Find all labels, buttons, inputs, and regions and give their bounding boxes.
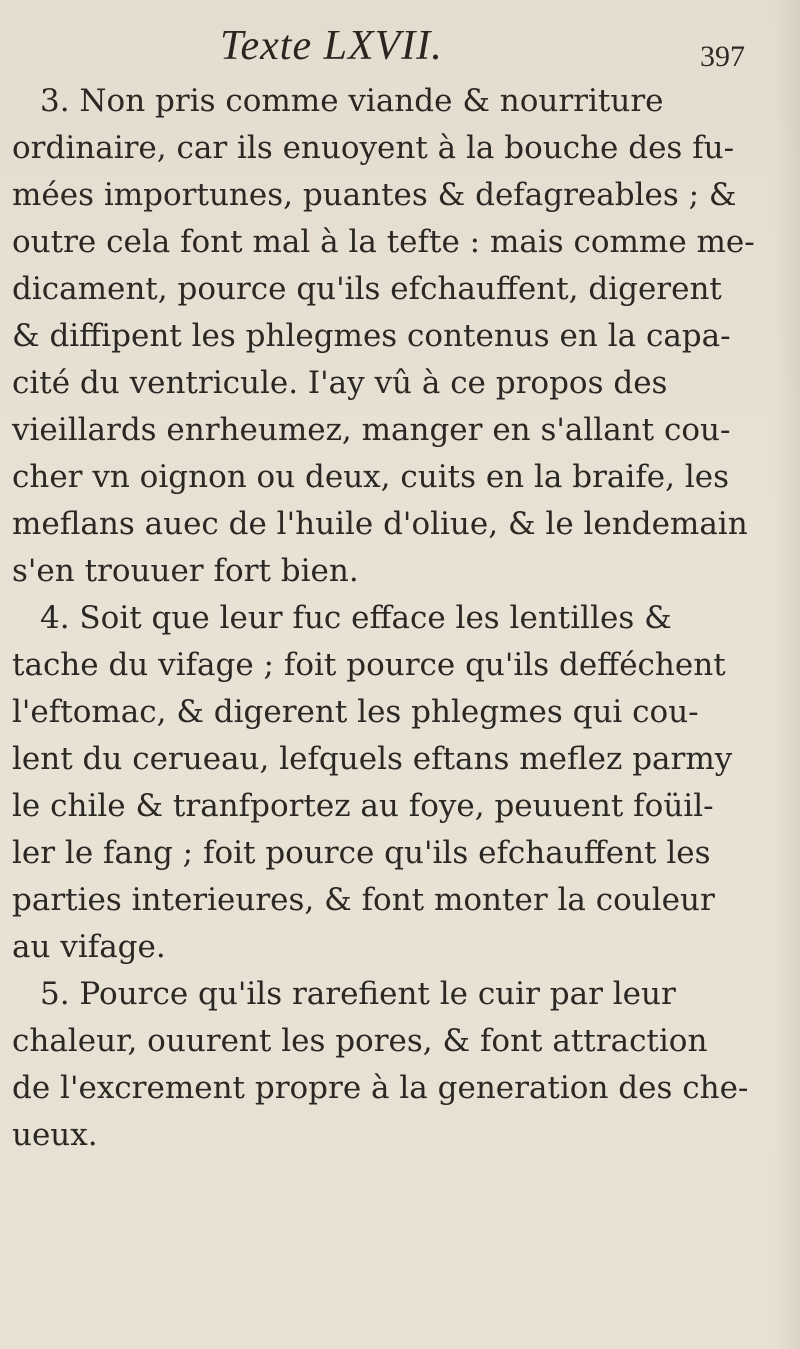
text-line: mées importunes, puantes & defagreables ; & [12, 177, 737, 213]
text-line: 3. Non pris comme viande & nourriture [40, 83, 664, 119]
page-edge-shadow [774, 0, 800, 1349]
text-line: le chile & tranfportez au foye, peuuent foüil- [12, 788, 714, 824]
text-line: 5. Pource qu'ils rarefient le cuir par leur [40, 976, 676, 1012]
text-line: l'eftomac, & digerent les phlegmes qui cou- [12, 694, 699, 730]
text-line: tache du vifage ; foit pource qu'ils defféchent [12, 647, 726, 683]
text-line: ordinaire, car ils enuoyent à la bouche des fu- [12, 130, 735, 166]
text-line: cité du ventricule. I'ay vû à ce propos des [12, 365, 668, 401]
page-header [0, 18, 800, 78]
page-number: 397 [700, 40, 745, 73]
text-line: ueux. [12, 1117, 98, 1153]
text-line: lent du cerueau, lefquels eftans meflez parmy [12, 741, 733, 777]
text-line: 4. Soit que leur fuc efface les lentilles & [40, 600, 672, 636]
text-line: parties interieures, & font monter la couleur [12, 882, 715, 918]
text-line: vieillards enrheumez, manger en s'allant cou- [12, 412, 731, 448]
text-line: dicament, pource qu'ils efchauffent, digerent [12, 271, 722, 307]
text-line: & diffipent les phlegmes contenus en la capa- [12, 318, 731, 354]
text-line: outre cela font mal à la tefte : mais comme me- [12, 224, 755, 260]
text-line: s'en trouuer fort bien. [12, 553, 359, 589]
text-line: meflans auec de l'huile d'oliue, & le lendemain [12, 506, 748, 542]
text-line: chaleur, ouurent les pores, & font attraction [12, 1023, 708, 1059]
running-title: Texte LXVII. [220, 23, 443, 69]
text-line: cher vn oignon ou deux, cuits en la braife, les [12, 459, 730, 495]
text-line: au vifage. [12, 929, 166, 965]
text-line: de l'excrement propre à la generation des che- [12, 1070, 749, 1106]
text-line: ler le fang ; foit pource qu'ils efchauffent les [12, 835, 711, 871]
